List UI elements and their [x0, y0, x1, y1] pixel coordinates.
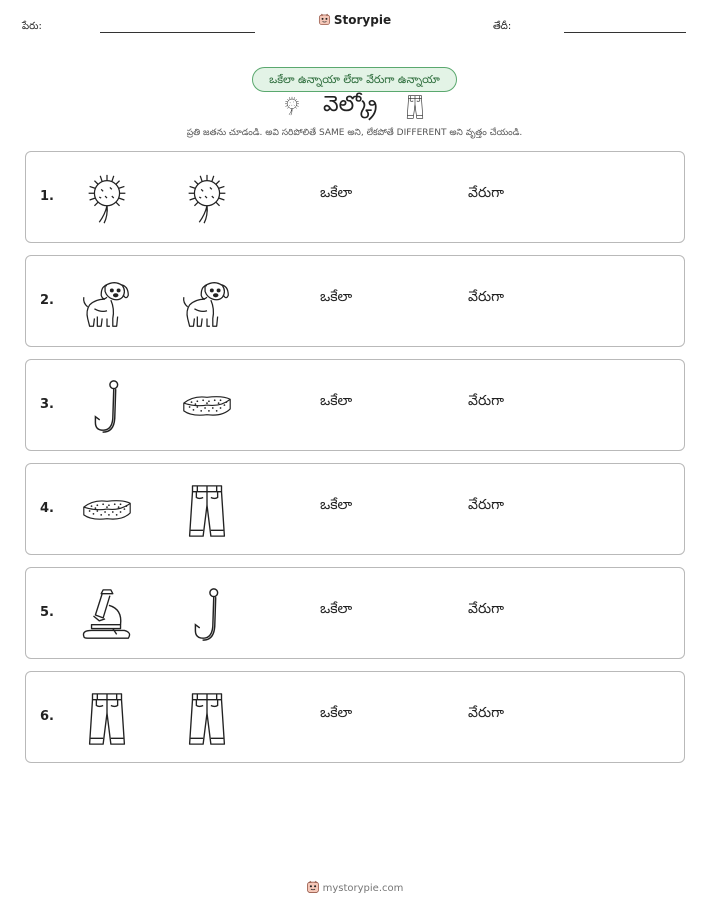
- row-number: 1.: [40, 189, 54, 204]
- same-option[interactable]: ఒకేలా: [320, 393, 353, 409]
- date-field-line[interactable]: [564, 32, 686, 33]
- sponge-icon: [178, 378, 236, 436]
- storypie-logo-icon: [306, 880, 320, 894]
- same-option[interactable]: ఒకేలా: [320, 185, 353, 201]
- different-option[interactable]: వేరుగా: [468, 497, 504, 513]
- question-row: [25, 463, 685, 555]
- question-row: [25, 359, 685, 451]
- question-row: [25, 151, 685, 243]
- date-label: తేదీ:: [493, 21, 512, 32]
- different-option[interactable]: వేరుగా: [468, 289, 504, 305]
- row-number: 4.: [40, 501, 54, 516]
- same-option[interactable]: ఒకేలా: [320, 289, 353, 305]
- brand: [0, 13, 709, 27]
- sponge-icon: [78, 482, 136, 540]
- hook-icon: [78, 378, 136, 436]
- burr-icon: [78, 170, 136, 228]
- row-number: 2.: [40, 293, 54, 308]
- microscope-icon: [78, 586, 136, 644]
- question-row: [25, 671, 685, 763]
- row-number: 6.: [40, 709, 54, 724]
- pants-icon: [178, 690, 236, 748]
- target-word: వెల్క్రో: [323, 92, 378, 117]
- burr-icon: [281, 93, 303, 119]
- brand-name: Storypie: [333, 13, 392, 27]
- footer-url: mystorypie.com: [322, 883, 404, 894]
- same-option[interactable]: ఒకేలా: [320, 497, 353, 513]
- same-option[interactable]: ఒకేలా: [320, 601, 353, 617]
- row-number: 5.: [40, 605, 54, 620]
- pants-icon: [78, 690, 136, 748]
- worksheet-header: [0, 0, 709, 50]
- pants-icon: [178, 482, 236, 540]
- name-label: పేరు:: [22, 21, 42, 32]
- footer: [0, 880, 709, 894]
- instruction-text: ప్రతి జతను చూడండి. అవి సరిపోలితే SAME అని, లేకపోతే DIFFERENT అని వృత్తం చేయండి.: [186, 128, 523, 138]
- different-option[interactable]: వేరుగా: [468, 185, 504, 201]
- same-option[interactable]: ఒకేలా: [320, 705, 353, 721]
- hook-icon: [178, 586, 236, 644]
- question-row: [25, 567, 685, 659]
- different-option[interactable]: వేరుగా: [468, 393, 504, 409]
- pants-icon: [402, 92, 428, 122]
- burr-icon: [178, 170, 236, 228]
- worksheet-title: ఒకేలా ఉన్నాయా లేదా వేరుగా ఉన్నాయా: [252, 67, 457, 92]
- row-number: 3.: [40, 397, 54, 412]
- name-field-line[interactable]: [100, 32, 255, 33]
- question-row: [25, 255, 685, 347]
- different-option[interactable]: వేరుగా: [468, 705, 504, 721]
- storypie-logo-icon: [318, 13, 331, 26]
- puppy-icon: [178, 274, 236, 332]
- target-word-row: [0, 92, 709, 124]
- different-option[interactable]: వేరుగా: [468, 601, 504, 617]
- puppy-icon: [78, 274, 136, 332]
